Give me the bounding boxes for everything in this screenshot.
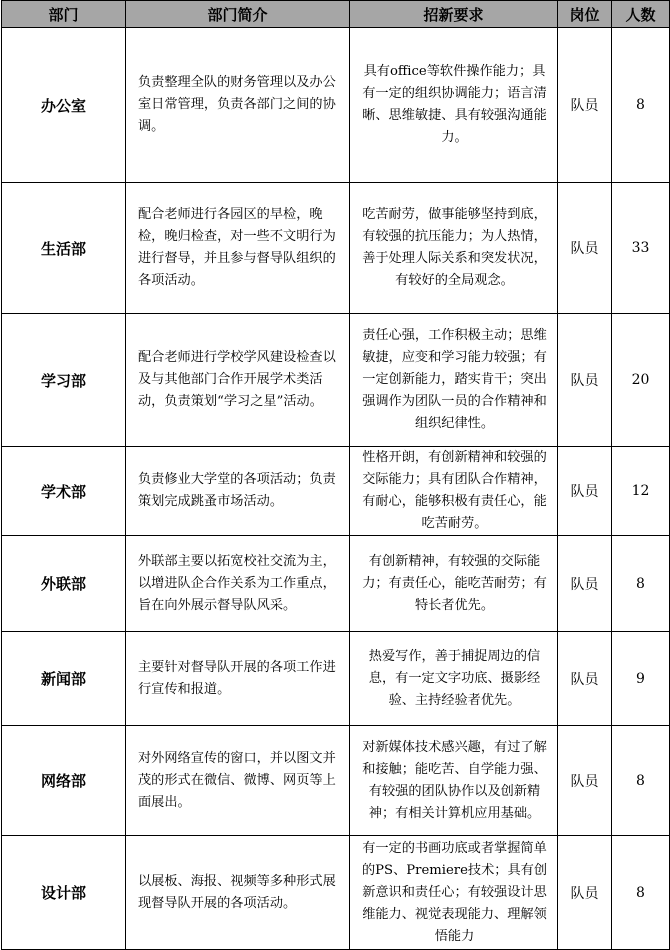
recruitment-table: [1, 0, 670, 950]
dept-intro: 负责修业大学堂的各项活动；负责策划完成跳蚤市场活动。: [138, 472, 336, 509]
table-row: [2, 183, 670, 314]
dept-name: 学术部: [2, 447, 126, 536]
dept-intro: 配合老师进行学校学风建设检查以及与其他部门合作开展学术类活动，负责策划“学习之星”活动。: [138, 350, 336, 409]
dept-requirements: 性格开朗，有创新精神和较强的交际能力；具有团队合作精神，有耐心，能够积极有责任心，能吃苦耐劳。: [362, 450, 547, 531]
dept-position: 队员: [558, 28, 612, 183]
dept-intro: 外联部主要以拓宽校社交流为主，以增进队企合作关系为工作重点，旨在向外展示督导队风采。: [138, 553, 336, 613]
table-row: [2, 836, 670, 950]
header-dept: 部门: [2, 1, 126, 28]
dept-requirements: 具有office等软件操作能力；具有一定的组织协调能力；语言清晰、思维敏捷、具有较强沟通能力。: [362, 64, 547, 145]
dept-intro: 主要针对督导队开展的各项工作进行宣传和报道。: [138, 659, 336, 697]
table-row: [2, 314, 670, 447]
header-count: 人数: [612, 1, 670, 28]
dept-name: 办公室: [2, 28, 126, 183]
dept-name: 生活部: [2, 183, 126, 314]
table-row: [2, 28, 670, 183]
dept-intro: 以展板、海报、视频等多种形式展现督导队开展的各项活动。: [138, 873, 336, 911]
table-row: [2, 536, 670, 632]
dept-intro: 负责整理全队的财务管理以及办公室日常管理，负责各部门之间的协调。: [138, 75, 336, 134]
dept-requirements: 对新媒体技术感兴趣，有过了解和接触；能吃苦、自学能力强、有较强的团队协作以及创新精神；有相关计算机应用基础。: [362, 739, 547, 821]
dept-requirements: 热爱写作，善于捕捉周边的信息，有一定文字功底、摄影经验、主持经验者优先。: [368, 648, 541, 708]
dept-position: 队员: [558, 632, 612, 726]
dept-count: 12: [612, 447, 670, 536]
dept-position: 队员: [558, 836, 612, 950]
dept-count: 8: [612, 726, 670, 836]
dept-position: 队员: [558, 447, 612, 536]
table-header-row: [2, 1, 670, 28]
dept-requirements: 责任心强，工作积极主动；思维敏捷，应变和学习能力较强；有一定创新能力，踏实肯干；突出强调作为团队一员的合作精神和组织纪律性。: [362, 328, 547, 431]
dept-count: 20: [612, 314, 670, 447]
dept-requirements: 有一定的书画功底或者掌握简单的PS、Premiere技术；具有创新意识和责任心；有较强设计思维能力、视觉表现能力、理解领悟能力: [361, 840, 548, 944]
dept-count: 9: [612, 632, 670, 726]
table-row: [2, 632, 670, 726]
dept-intro: 配合老师进行各园区的早检，晚检，晚归检查，对一些不文明行为进行督导，并且参与督导队组织的各项活动。: [138, 207, 336, 288]
dept-intro: 对外网络宣传的窗口，并以图文并茂的形式在微信、微博、网页等上面展出。: [138, 750, 336, 810]
dept-count: 8: [612, 28, 670, 183]
dept-count: 8: [612, 536, 670, 632]
table-row: [2, 447, 670, 536]
dept-position: 队员: [558, 536, 612, 632]
header-requirements: 招新要求: [350, 1, 558, 28]
dept-name: 外联部: [2, 536, 126, 632]
dept-position: 队员: [558, 314, 612, 447]
dept-requirements: 有创新精神，有较强的交际能力；有责任心，能吃苦耐劳；有特长者优先。: [362, 553, 547, 613]
dept-requirements: 吃苦耐劳，做事能够坚持到底，有较强的抗压能力；为人热情，善于处理人际关系和突发状况，有较好的全局观念。: [362, 207, 547, 288]
dept-name: 设计部: [2, 836, 126, 950]
table-row: [2, 726, 670, 836]
dept-name: 学习部: [2, 314, 126, 447]
dept-count: 33: [612, 183, 670, 314]
dept-name: 新闻部: [2, 632, 126, 726]
header-position: 岗位: [558, 1, 612, 28]
dept-position: 队员: [558, 726, 612, 836]
dept-position: 队员: [558, 183, 612, 314]
dept-count: 8: [612, 836, 670, 950]
dept-name: 网络部: [2, 726, 126, 836]
header-intro: 部门简介: [126, 1, 350, 28]
